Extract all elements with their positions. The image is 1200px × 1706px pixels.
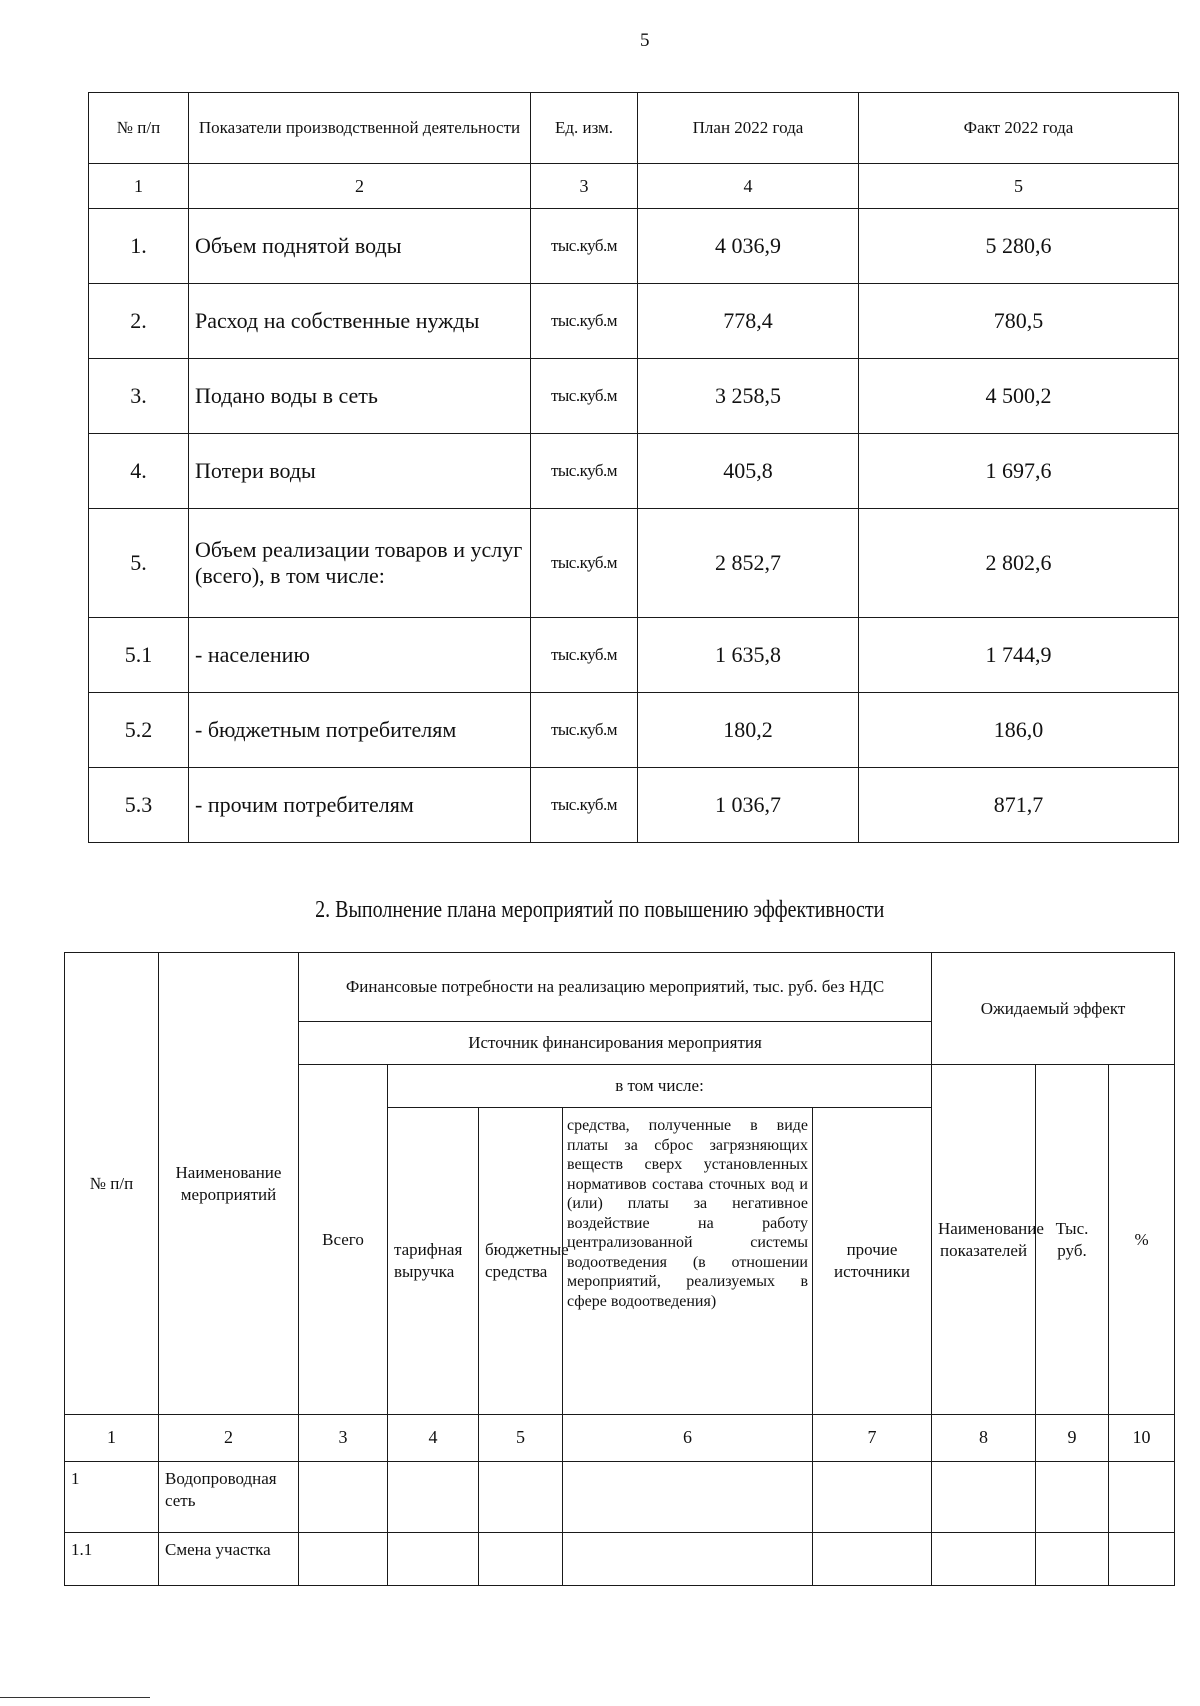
plan-value: 2 852,7	[638, 509, 859, 618]
unit-cell: тыс.куб.м	[531, 284, 638, 359]
index-cell: 2	[159, 1415, 299, 1462]
index-cell: 10	[1109, 1415, 1175, 1462]
fact-value: 1 744,9	[859, 618, 1179, 693]
index-cell: 1	[65, 1415, 159, 1462]
indicator-name: Объем поднятой воды	[189, 209, 531, 284]
empty-cell	[813, 1533, 932, 1586]
fact-value: 1 697,6	[859, 434, 1179, 509]
index-cell: 5	[859, 164, 1179, 209]
fact-value: 4 500,2	[859, 359, 1179, 434]
indicator-name: Объем реализации товаров и услуг (всего), в том числе:	[189, 509, 531, 618]
column-index-row	[65, 1415, 1175, 1462]
index-cell: 8	[932, 1415, 1036, 1462]
indicator-name: - населению	[189, 618, 531, 693]
row-number: 3.	[89, 359, 189, 434]
fact-value: 780,5	[859, 284, 1179, 359]
header-row-1	[65, 953, 1175, 1022]
index-cell: 5	[479, 1415, 563, 1462]
indicator-name: Расход на собственные нужды	[189, 284, 531, 359]
tariff-header: тарифная выручка	[388, 1108, 479, 1415]
plan-value: 4 036,9	[638, 209, 859, 284]
empty-cell	[932, 1533, 1036, 1586]
other-sources-header: прочие источники	[813, 1108, 932, 1415]
plan-value: 778,4	[638, 284, 859, 359]
empty-cell	[299, 1533, 388, 1586]
footnote-divider	[0, 1697, 150, 1698]
index-cell: 2	[189, 164, 531, 209]
table-row	[65, 1533, 1175, 1586]
row-number: 4.	[89, 434, 189, 509]
table-row	[89, 359, 1179, 434]
row-number: 5.	[89, 509, 189, 618]
indicator-name: - бюджетным потребителям	[189, 693, 531, 768]
fees-header: средства, полученные в виде платы за сброс загрязняющих веществ сверх установленных нормативов состава сточных вод и (или) платы за негативное воздействие на работу централизованной системы водоотведения (в отношении мероприятий, реализуемых в сфере водоотведения)	[563, 1108, 813, 1415]
index-cell: 6	[563, 1415, 813, 1462]
col-name-header: Наименование мероприятий	[159, 953, 299, 1415]
row-number: 1.	[89, 209, 189, 284]
empty-cell	[479, 1462, 563, 1533]
unit-cell: тыс.куб.м	[531, 618, 638, 693]
index-cell: 3	[299, 1415, 388, 1462]
row-number: 1.1	[65, 1533, 159, 1586]
index-cell: 3	[531, 164, 638, 209]
row-number: 2.	[89, 284, 189, 359]
unit-cell: тыс.куб.м	[531, 509, 638, 618]
empty-cell	[388, 1462, 479, 1533]
efficiency-measures-table	[64, 952, 1175, 1586]
empty-cell	[1036, 1533, 1109, 1586]
row-number: 1	[65, 1462, 159, 1533]
table-row	[89, 693, 1179, 768]
page-number: 5	[640, 30, 650, 51]
empty-cell	[388, 1533, 479, 1586]
header-cell: Ед. изм.	[531, 93, 638, 164]
empty-cell	[813, 1462, 932, 1533]
indicator-name: Подано воды в сеть	[189, 359, 531, 434]
indicator-name: Потери воды	[189, 434, 531, 509]
fact-value: 186,0	[859, 693, 1179, 768]
header-cell: Факт 2022 года	[859, 93, 1179, 164]
funding-source-header: Источник финансирования мероприятия	[299, 1022, 932, 1065]
empty-cell	[563, 1533, 813, 1586]
production-indicators-table	[88, 92, 1179, 843]
column-index-row	[89, 164, 1179, 209]
thousand-rub-header: Тыс. руб.	[1036, 1065, 1109, 1415]
table-row	[89, 768, 1179, 843]
row-number: 5.1	[89, 618, 189, 693]
plan-value: 180,2	[638, 693, 859, 768]
plan-value: 405,8	[638, 434, 859, 509]
table-row	[65, 1462, 1175, 1533]
index-cell: 7	[813, 1415, 932, 1462]
header-cell: План 2022 года	[638, 93, 859, 164]
table-row	[89, 209, 1179, 284]
section-title: 2. Выполнение плана мероприятий по повышению эффективности	[315, 897, 885, 923]
including-header: в том числе:	[388, 1065, 932, 1108]
unit-cell: тыс.куб.м	[531, 359, 638, 434]
measure-name: Смена участка	[159, 1533, 299, 1586]
plan-value: 1 635,8	[638, 618, 859, 693]
header-cell: Показатели производственной деятельности	[189, 93, 531, 164]
table-header-row	[89, 93, 1179, 164]
fact-value: 871,7	[859, 768, 1179, 843]
plan-value: 3 258,5	[638, 359, 859, 434]
index-cell: 9	[1036, 1415, 1109, 1462]
table-row	[89, 434, 1179, 509]
indicator-name-header: Наименование показателей	[932, 1065, 1036, 1415]
unit-cell: тыс.куб.м	[531, 209, 638, 284]
total-header: Всего	[299, 1065, 388, 1415]
table-row	[89, 618, 1179, 693]
empty-cell	[1109, 1462, 1175, 1533]
indicator-name: - прочим потребителям	[189, 768, 531, 843]
empty-cell	[299, 1462, 388, 1533]
fact-value: 5 280,6	[859, 209, 1179, 284]
expected-effect-header: Ожидаемый эффект	[932, 953, 1175, 1065]
table-row	[89, 284, 1179, 359]
row-number: 5.3	[89, 768, 189, 843]
index-cell: 1	[89, 164, 189, 209]
empty-cell	[479, 1533, 563, 1586]
header-cell: № п/п	[89, 93, 189, 164]
unit-cell: тыс.куб.м	[531, 434, 638, 509]
unit-cell: тыс.куб.м	[531, 768, 638, 843]
unit-cell: тыс.куб.м	[531, 693, 638, 768]
empty-cell	[563, 1462, 813, 1533]
empty-cell	[1109, 1533, 1175, 1586]
financial-needs-header: Финансовые потребности на реализацию мероприятий, тыс. руб. без НДС	[299, 953, 932, 1022]
empty-cell	[1036, 1462, 1109, 1533]
index-cell: 4	[388, 1415, 479, 1462]
col-number-header: № п/п	[65, 953, 159, 1415]
percent-header: %	[1109, 1065, 1175, 1415]
measure-name: Водопроводная сеть	[159, 1462, 299, 1533]
fact-value: 2 802,6	[859, 509, 1179, 618]
budget-header: бюджетные средства	[479, 1108, 563, 1415]
plan-value: 1 036,7	[638, 768, 859, 843]
index-cell: 4	[638, 164, 859, 209]
table-row	[89, 509, 1179, 618]
row-number: 5.2	[89, 693, 189, 768]
empty-cell	[932, 1462, 1036, 1533]
